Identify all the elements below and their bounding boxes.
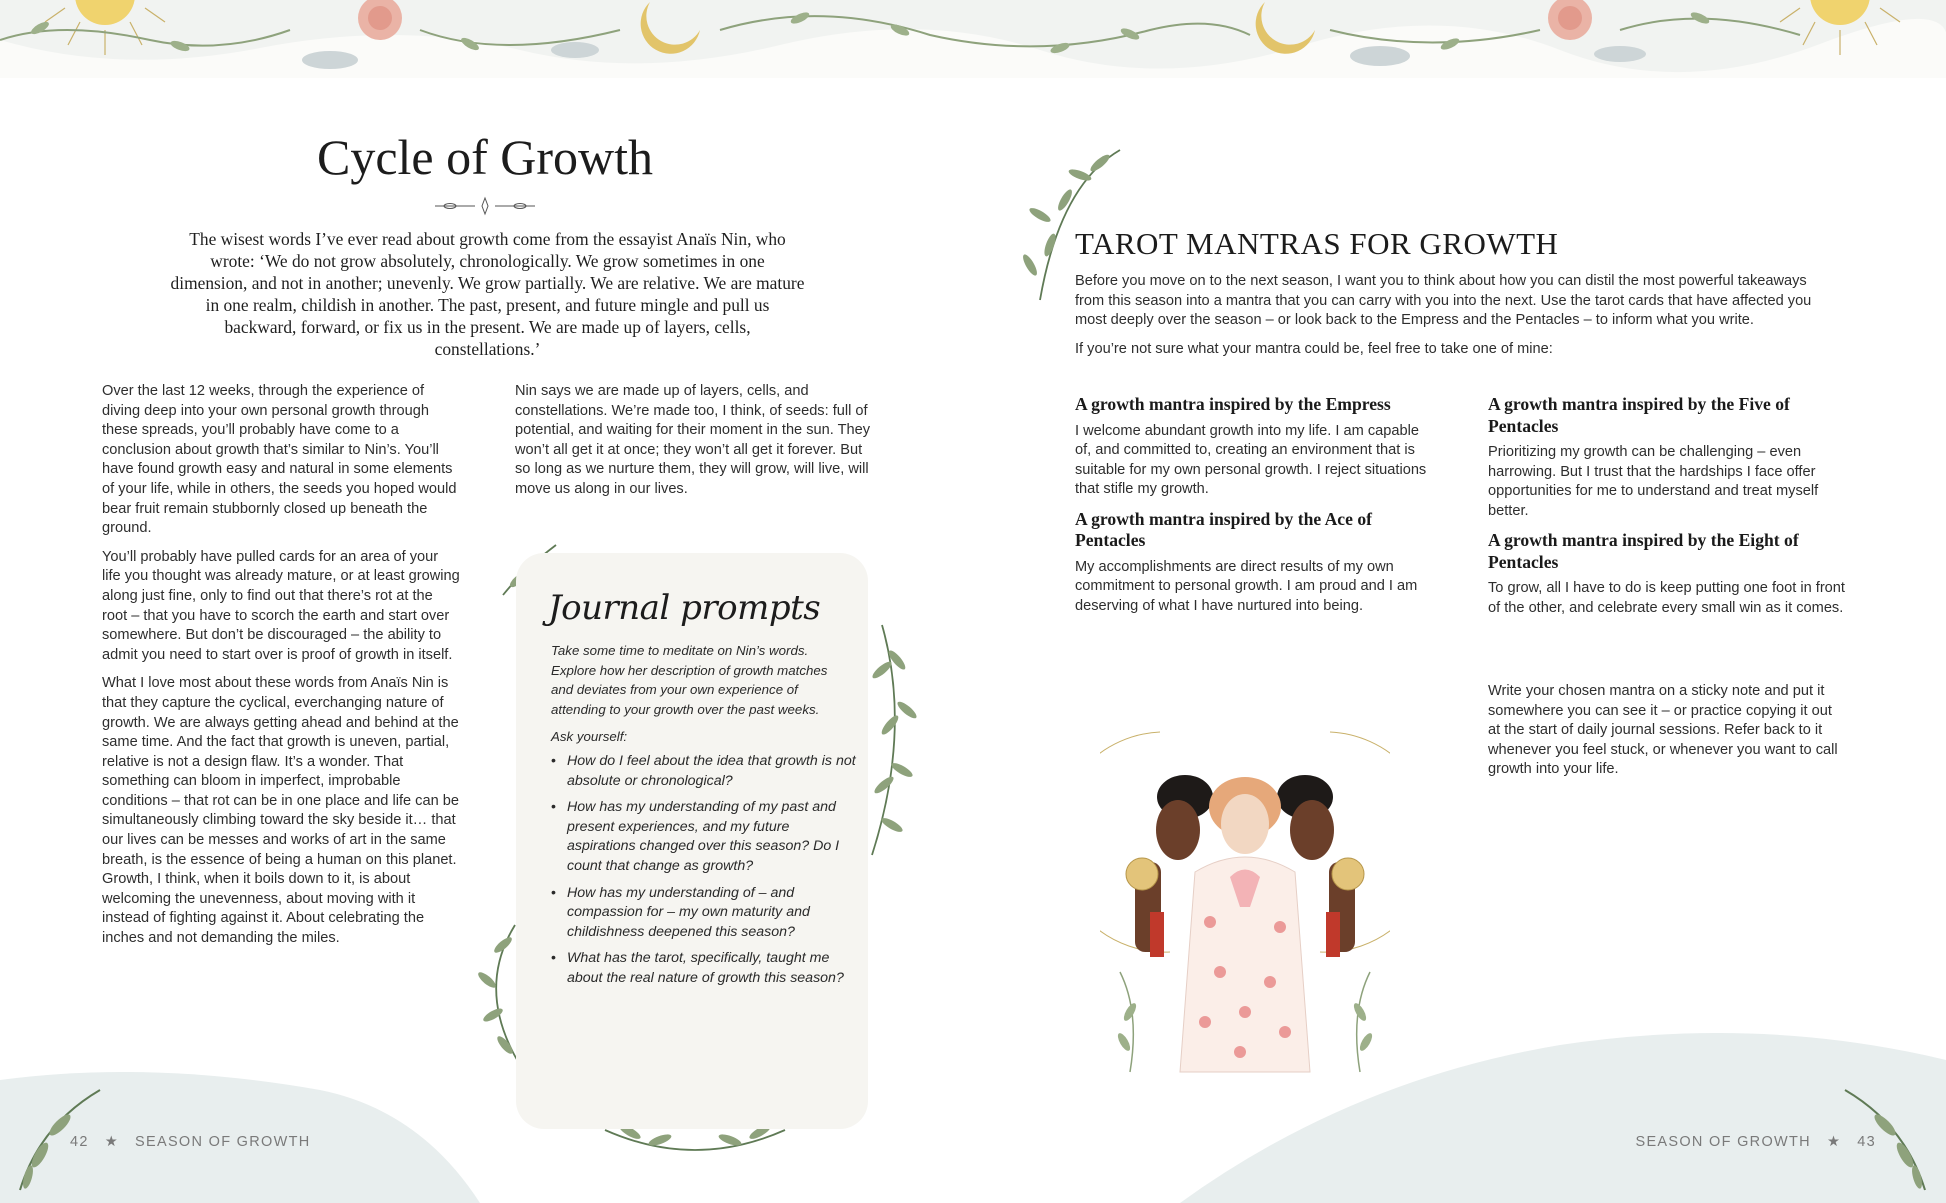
list-item: • How has my understanding of my past and present experiences, and my future aspirations changed over this season? Do I count that change as growth? [551, 798, 856, 876]
footer-right [1635, 1134, 1876, 1150]
mantra-text: My accomplishments are direct results of my own commitment to personal growth. I am proud and I am deserving of what I have nurtured into being. [1075, 558, 1418, 615]
closing-paragraph [1488, 682, 1848, 789]
journal-title: Journal prompts [548, 588, 821, 628]
mantra-heading: A growth mantra inspired by the Five of Pentacles [1488, 394, 1790, 436]
mantra-column-2 [1488, 394, 1848, 628]
mantra-text: To grow, all I have to do is keep putting one foot in front of the other, and celebrate every small win as it comes. [1488, 580, 1845, 616]
paragraph: Write your chosen mantra on a sticky note and put it somewhere you can see it – or practice copying it out at the start of daily journal sessions. Refer back to it whenever you feel stuck, or whenever you want to call growth into your life. [1488, 683, 1838, 778]
left-column-1 [102, 382, 460, 958]
star-icon: ★ [1826, 1134, 1842, 1150]
section-heading: TAROT MANTRAS FOR GROWTH [1075, 226, 1559, 261]
journal-ask-label: Ask yourself: [551, 729, 628, 744]
page-number: 43 [1857, 1134, 1876, 1150]
leaf-vine-icon [862, 620, 922, 860]
paragraph: Before you move on to the next season, I want you to think about how you can distil the most powerful takeaways from this season into a mantra that you can carry with you into the next. Use the tarot cards that have affected you most deeply over the season – or look back to the Empress and the Pentacles – to inform what you write. [1075, 273, 1812, 329]
mantra-text: I welcome abundant growth into my life. I am capable of, and committed to, creating an environment that is suitable for my own personal growth. I reject situations that stifle my growth. [1075, 422, 1427, 498]
section-name: SEASON OF GROWTH [1635, 1134, 1811, 1150]
section-name: SEASON OF GROWTH [135, 1134, 311, 1150]
paragraph: If you’re not sure what your mantra could be, feel free to take one of mine: [1075, 340, 1553, 357]
paragraph: Over the last 12 weeks, through the experience of diving deep into your own personal growth through these spreads, you’ll probably have come to a conclusion about growth that’s similar to Nin’s. You’ll have found growth easy and natural in some elements of your life, while in others, the seeds you hoped would bear fruit remain stubbornly closed up beneath the ground. [102, 383, 457, 537]
left-column-2 [515, 382, 873, 509]
intro-quote: The wisest words I’ve ever read about growth come from the essayist Anaïs Nin, who wrote: ‘We do not grow absolutely, chronologically. We grow sometimes in one dimension, and not in another; unevenly. We grow partially. We are relative. We are mature in one realm, childish in another. The past, present, and future mingle and pull us backward, forward, or fix us in the present. We are made up of layers, cells, constellations.’ [170, 229, 805, 359]
list-item: • How has my understanding of – and compassion for – my own maturity and childishness deepened this season? [551, 884, 856, 943]
empress-illustration [1100, 712, 1390, 1082]
journal-prompt-list [551, 752, 856, 996]
mantra-heading: A growth mantra inspired by the Empress [1075, 394, 1391, 414]
mantra-text: Prioritizing my growth can be challenging – even harrowing. But I trust that the hardships I face offer opportunities for me to understand and treat myself better. [1488, 444, 1819, 519]
paragraph: Nin says we are made up of layers, cells, and constellations. We’re made too, I think, of seeds: full of potential, and waiting for their moment in the sun. They won’t all get it at once; they won’t all get it forever. But so long as we nurture them, they will grow, will live, will move us along in our lives. [515, 383, 871, 497]
journal-intro: Take some time to meditate on Nin’s words. Explore how her description of growth matches and deviates from your own experience of attending to your growth over the past weeks. [551, 643, 828, 717]
list-item: • How do I feel about the idea that growth is not absolute or chronological? [551, 752, 856, 791]
bottom-watercolor-wash [0, 1020, 1946, 1203]
list-item: • What has the tarot, specifically, taught me about the real nature of growth this season? [551, 949, 856, 988]
mantra-heading: A growth mantra inspired by the Ace of Pentacles [1075, 508, 1372, 551]
top-floral-border [0, 0, 1946, 78]
page-title: Cycle of Growth [316, 129, 654, 185]
paragraph: What I love most about these words from Anaïs Nin is that they capture the cyclical, everchanging nature of growth. We are always getting ahead and behind at the same time. And the fact that growth is uneven, partial, relative is not a design flaw. It’s a wonder. That something can bloom in imperfect, improbable conditions – that rot can be in one place and life can be simultaneously climbing toward the sky beside it… that our lives can be messes and works of art in the same breath, is the essence of being a human on this planet. Growth, I think, when it boils down to it, is about welcoming the unevenness, about moving with it instead of fighting against it. About celebrating the inches and not demanding the miles. [102, 675, 459, 947]
paragraph: You’ll probably have pulled cards for an area of your life you thought was already mature, or at least growing along just fine, only to find out that there’s rot at the root – that you have to scorch the earth and start over somewhere. But don’t be discouraged – the ability to admit you need to start over is proof of growth in itself. [102, 548, 460, 663]
page-number: 42 [70, 1134, 89, 1150]
star-icon: ★ [104, 1134, 120, 1150]
right-intro [1075, 272, 1835, 368]
flourish-icon [430, 196, 540, 216]
footer-left [70, 1134, 311, 1150]
mantra-heading: A growth mantra inspired by the Eight of Pentacles [1488, 530, 1799, 572]
mantra-column-1 [1075, 394, 1435, 626]
